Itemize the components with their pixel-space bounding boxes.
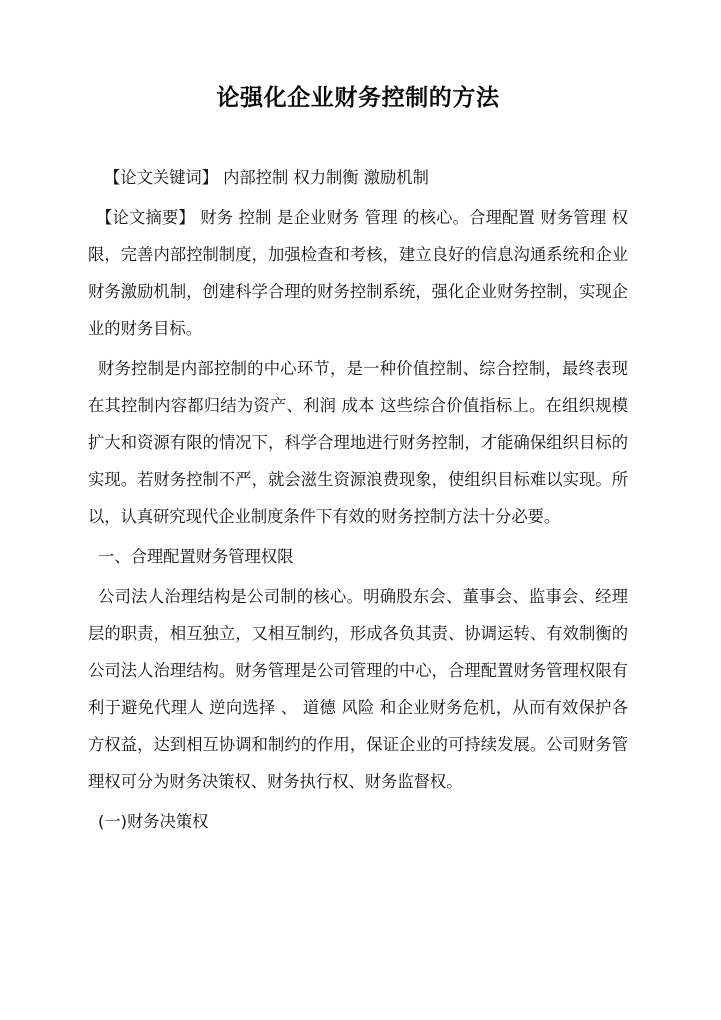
page-title: 论强化企业财务控制的方法	[216, 85, 500, 111]
intro-paragraph: 财务控制是内部控制的中心环节，是一种价值控制、综合控制，最终表现在其控制内容都归结为资产、利润 成本 这些综合价值指标上。在组织规模扩大和资源有限的情况下，科学合理地进行财务控制，才能确保组织目标的实现。若财务控制不严，就会滋生资源浪费现象，使组织目标难以实现。所以，认真研究现代企业制度条件下有效的财务控制方法十分必要。	[88, 358, 628, 526]
subsection-heading-1: (一)财务决策权	[98, 811, 209, 831]
keywords-line: 【论文关键词】 内部控制 权力制衡 激励机制	[104, 167, 429, 187]
section-heading-1: 一、合理配置财务管理权限	[98, 546, 294, 566]
document-body	[88, 0, 628, 840]
section-1-paragraph: 公司法人治理结构是公司制的核心。明确股东会、董事会、监事会、经理层的职责，相互独立，又相互制约，形成各负其责、协调运转、有效制衡的公司法人治理结构。财务管理是公司管理的中心，合理配置财务管理权限有利于避免代理人 逆向选择 、 道德 风险 和企业财务危机，从而有效保护各方权益，达到相互协调和制约的作用，保证企业的可持续发展。公司财务管理权可分为财务决策权、财务执行权、财务监督权。	[88, 586, 628, 791]
abstract-paragraph: 【论文摘要】 财务 控制 是企业财务 管理 的核心。合理配置 财务管理 权限，完善内部控制制度，加强检查和考核，建立良好的信息沟通系统和企业财务激励机制，创建科学合理的财务控制系统，强化企业财务控制，实现企业的财务目标。	[88, 207, 628, 338]
